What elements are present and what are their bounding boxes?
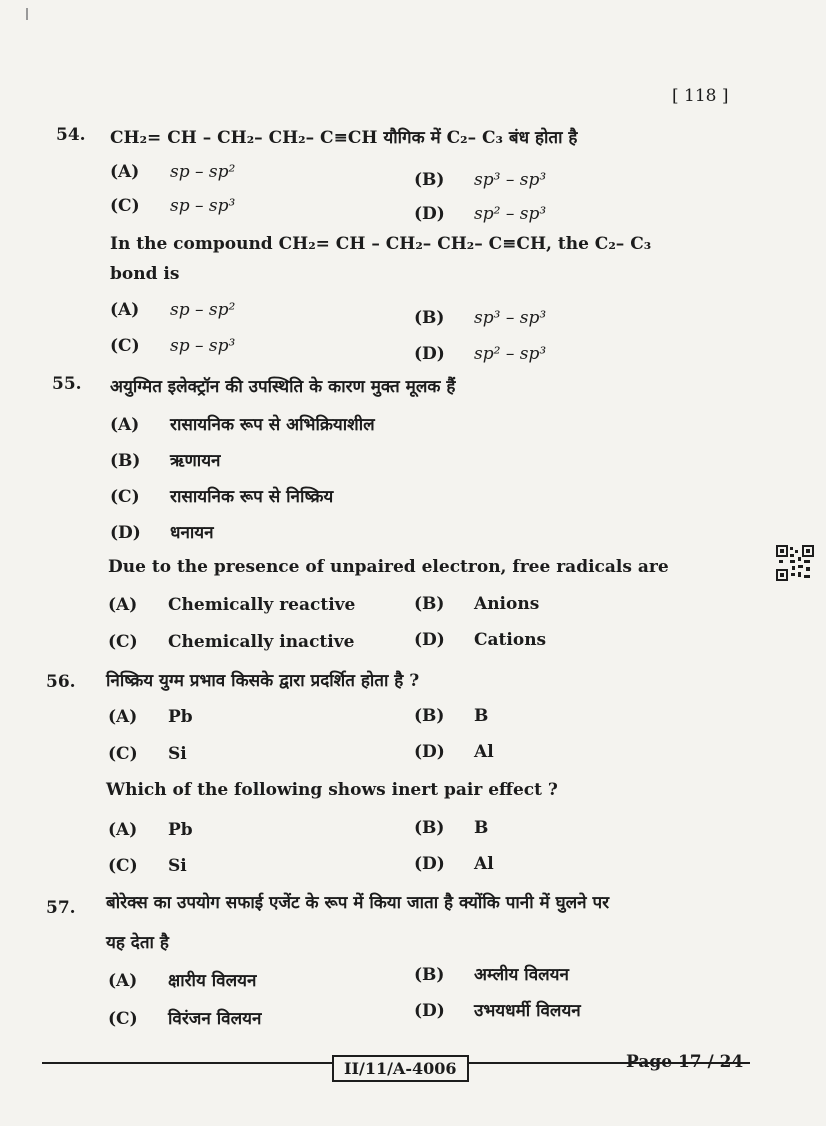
option-text: sp – sp³	[170, 336, 236, 356]
option-label: (B)	[414, 170, 445, 190]
page-indicator: Page 17 / 24	[626, 1052, 744, 1072]
option-text: sp – sp²	[170, 300, 236, 320]
option[interactable]	[414, 998, 581, 1021]
option-text: Si	[168, 856, 187, 876]
option-text: Chemically reactive	[168, 595, 356, 615]
question-number: 57.	[46, 898, 76, 918]
option[interactable]	[414, 308, 546, 328]
option-text: ऋणायन	[170, 451, 221, 471]
option[interactable]	[414, 854, 494, 874]
option-text: B	[474, 818, 489, 838]
option[interactable]	[110, 336, 235, 356]
option-label: (A)	[110, 300, 140, 320]
option-text: उभयधर्मी विलयन	[474, 1001, 581, 1021]
option-label: (D)	[110, 523, 141, 543]
option[interactable]	[108, 820, 193, 840]
option-label: (A)	[110, 415, 140, 435]
option[interactable]	[110, 448, 221, 471]
option[interactable]	[414, 170, 546, 190]
option-label: (D)	[414, 344, 445, 364]
question-stem-hindi: अयुग्मित इलेक्ट्रॉन की उपस्थिति के कारण मुक्त मूलक हैं	[110, 377, 456, 397]
option[interactable]	[110, 484, 333, 507]
paper-code: II/11/A-4006	[332, 1055, 469, 1082]
question-stem-hindi-cont: यह देता है	[106, 933, 169, 953]
option[interactable]	[414, 594, 539, 614]
question-stem-english: Which of the following shows inert pair effect ?	[106, 780, 558, 800]
option-label: (B)	[110, 451, 141, 471]
option-text: Pb	[168, 820, 193, 840]
option[interactable]	[414, 344, 546, 364]
option-text: Al	[474, 854, 494, 874]
option[interactable]	[414, 818, 488, 838]
option-text: क्षारीय विलयन	[168, 971, 257, 991]
question-stem-english: Due to the presence of unpaired electron, free radicals are	[108, 557, 669, 577]
option-label: (D)	[414, 854, 445, 874]
option-text: Cations	[474, 630, 547, 650]
option[interactable]	[110, 412, 375, 435]
option[interactable]	[108, 968, 256, 991]
option[interactable]	[110, 520, 214, 543]
option-text: sp³ – sp³	[474, 170, 547, 190]
option-label: (B)	[414, 308, 445, 328]
option-text: रासायनिक रूप से अभिक्रियाशील	[170, 415, 375, 435]
option-label: (C)	[110, 487, 140, 507]
question-stem-english: In the compound CH₂= CH – CH₂– CH₂– C≡CH, the C₂– C₃	[110, 234, 652, 254]
question-number: 56.	[46, 672, 76, 692]
option[interactable]	[108, 856, 187, 876]
option-text: अम्लीय विलयन	[474, 965, 569, 985]
option[interactable]	[110, 196, 235, 216]
option-label: (A)	[108, 595, 138, 615]
question-stem-english-cont: bond is	[110, 264, 180, 284]
option[interactable]	[110, 162, 235, 182]
option-text: sp – sp³	[170, 196, 236, 216]
option-text: sp – sp²	[170, 162, 236, 182]
question-stem-hindi: बोरेक्स का उपयोग सफाई एजेंट के रूप में किया जाता है क्योंकि पानी में घुलने पर	[106, 893, 610, 913]
option-label: (A)	[108, 820, 138, 840]
option-text: B	[474, 706, 489, 726]
option-text: sp³ – sp³	[474, 308, 547, 328]
option[interactable]	[414, 706, 488, 726]
option-label: (B)	[414, 594, 445, 614]
option-label: (A)	[110, 162, 140, 182]
question-number: 54.	[56, 125, 86, 145]
option-label: (A)	[108, 707, 138, 727]
option-label: (B)	[414, 818, 445, 838]
option-label: (A)	[108, 971, 138, 991]
option-text: sp² – sp³	[474, 344, 547, 364]
qr-code-icon	[776, 545, 814, 581]
option-text: sp² – sp³	[474, 204, 547, 224]
option-label: (D)	[414, 630, 445, 650]
option[interactable]	[414, 630, 546, 650]
option-label: (D)	[414, 1001, 445, 1021]
option-text: Chemically inactive	[168, 632, 355, 652]
option-label: (C)	[110, 336, 140, 356]
option-label: (C)	[108, 744, 138, 764]
question-stem-hindi: CH₂= CH – CH₂– CH₂– C≡CH यौगिक में C₂– C₃ बंध होता है	[110, 128, 578, 148]
option[interactable]	[414, 742, 494, 762]
option-text: रासायनिक रूप से निष्क्रिय	[170, 487, 334, 507]
option[interactable]	[110, 300, 235, 320]
option-label: (C)	[110, 196, 140, 216]
option[interactable]	[414, 204, 546, 224]
option-text: विरंजन विलयन	[168, 1009, 262, 1029]
option-label: (B)	[414, 706, 445, 726]
question-number: 55.	[52, 374, 82, 394]
margin-mark	[26, 8, 28, 20]
page-number: [ 118 ]	[672, 86, 729, 106]
option-text: धनायन	[170, 523, 214, 543]
option[interactable]	[108, 1006, 261, 1029]
option-label: (C)	[108, 632, 138, 652]
option-label: (C)	[108, 1009, 138, 1029]
option-text: Si	[168, 744, 187, 764]
option[interactable]	[108, 707, 193, 727]
option-label: (B)	[414, 965, 445, 985]
option[interactable]	[108, 595, 355, 615]
question-stem-hindi: निष्क्रिय युग्म प्रभाव किसके द्वारा प्रदर्शित होता है ?	[106, 671, 420, 691]
option[interactable]	[108, 632, 354, 652]
option-label: (C)	[108, 856, 138, 876]
option-text: Anions	[474, 594, 540, 614]
option[interactable]	[414, 962, 569, 985]
option-label: (D)	[414, 204, 445, 224]
option-text: Pb	[168, 707, 193, 727]
option-label: (D)	[414, 742, 445, 762]
option-text: Al	[474, 742, 494, 762]
option[interactable]	[108, 744, 187, 764]
